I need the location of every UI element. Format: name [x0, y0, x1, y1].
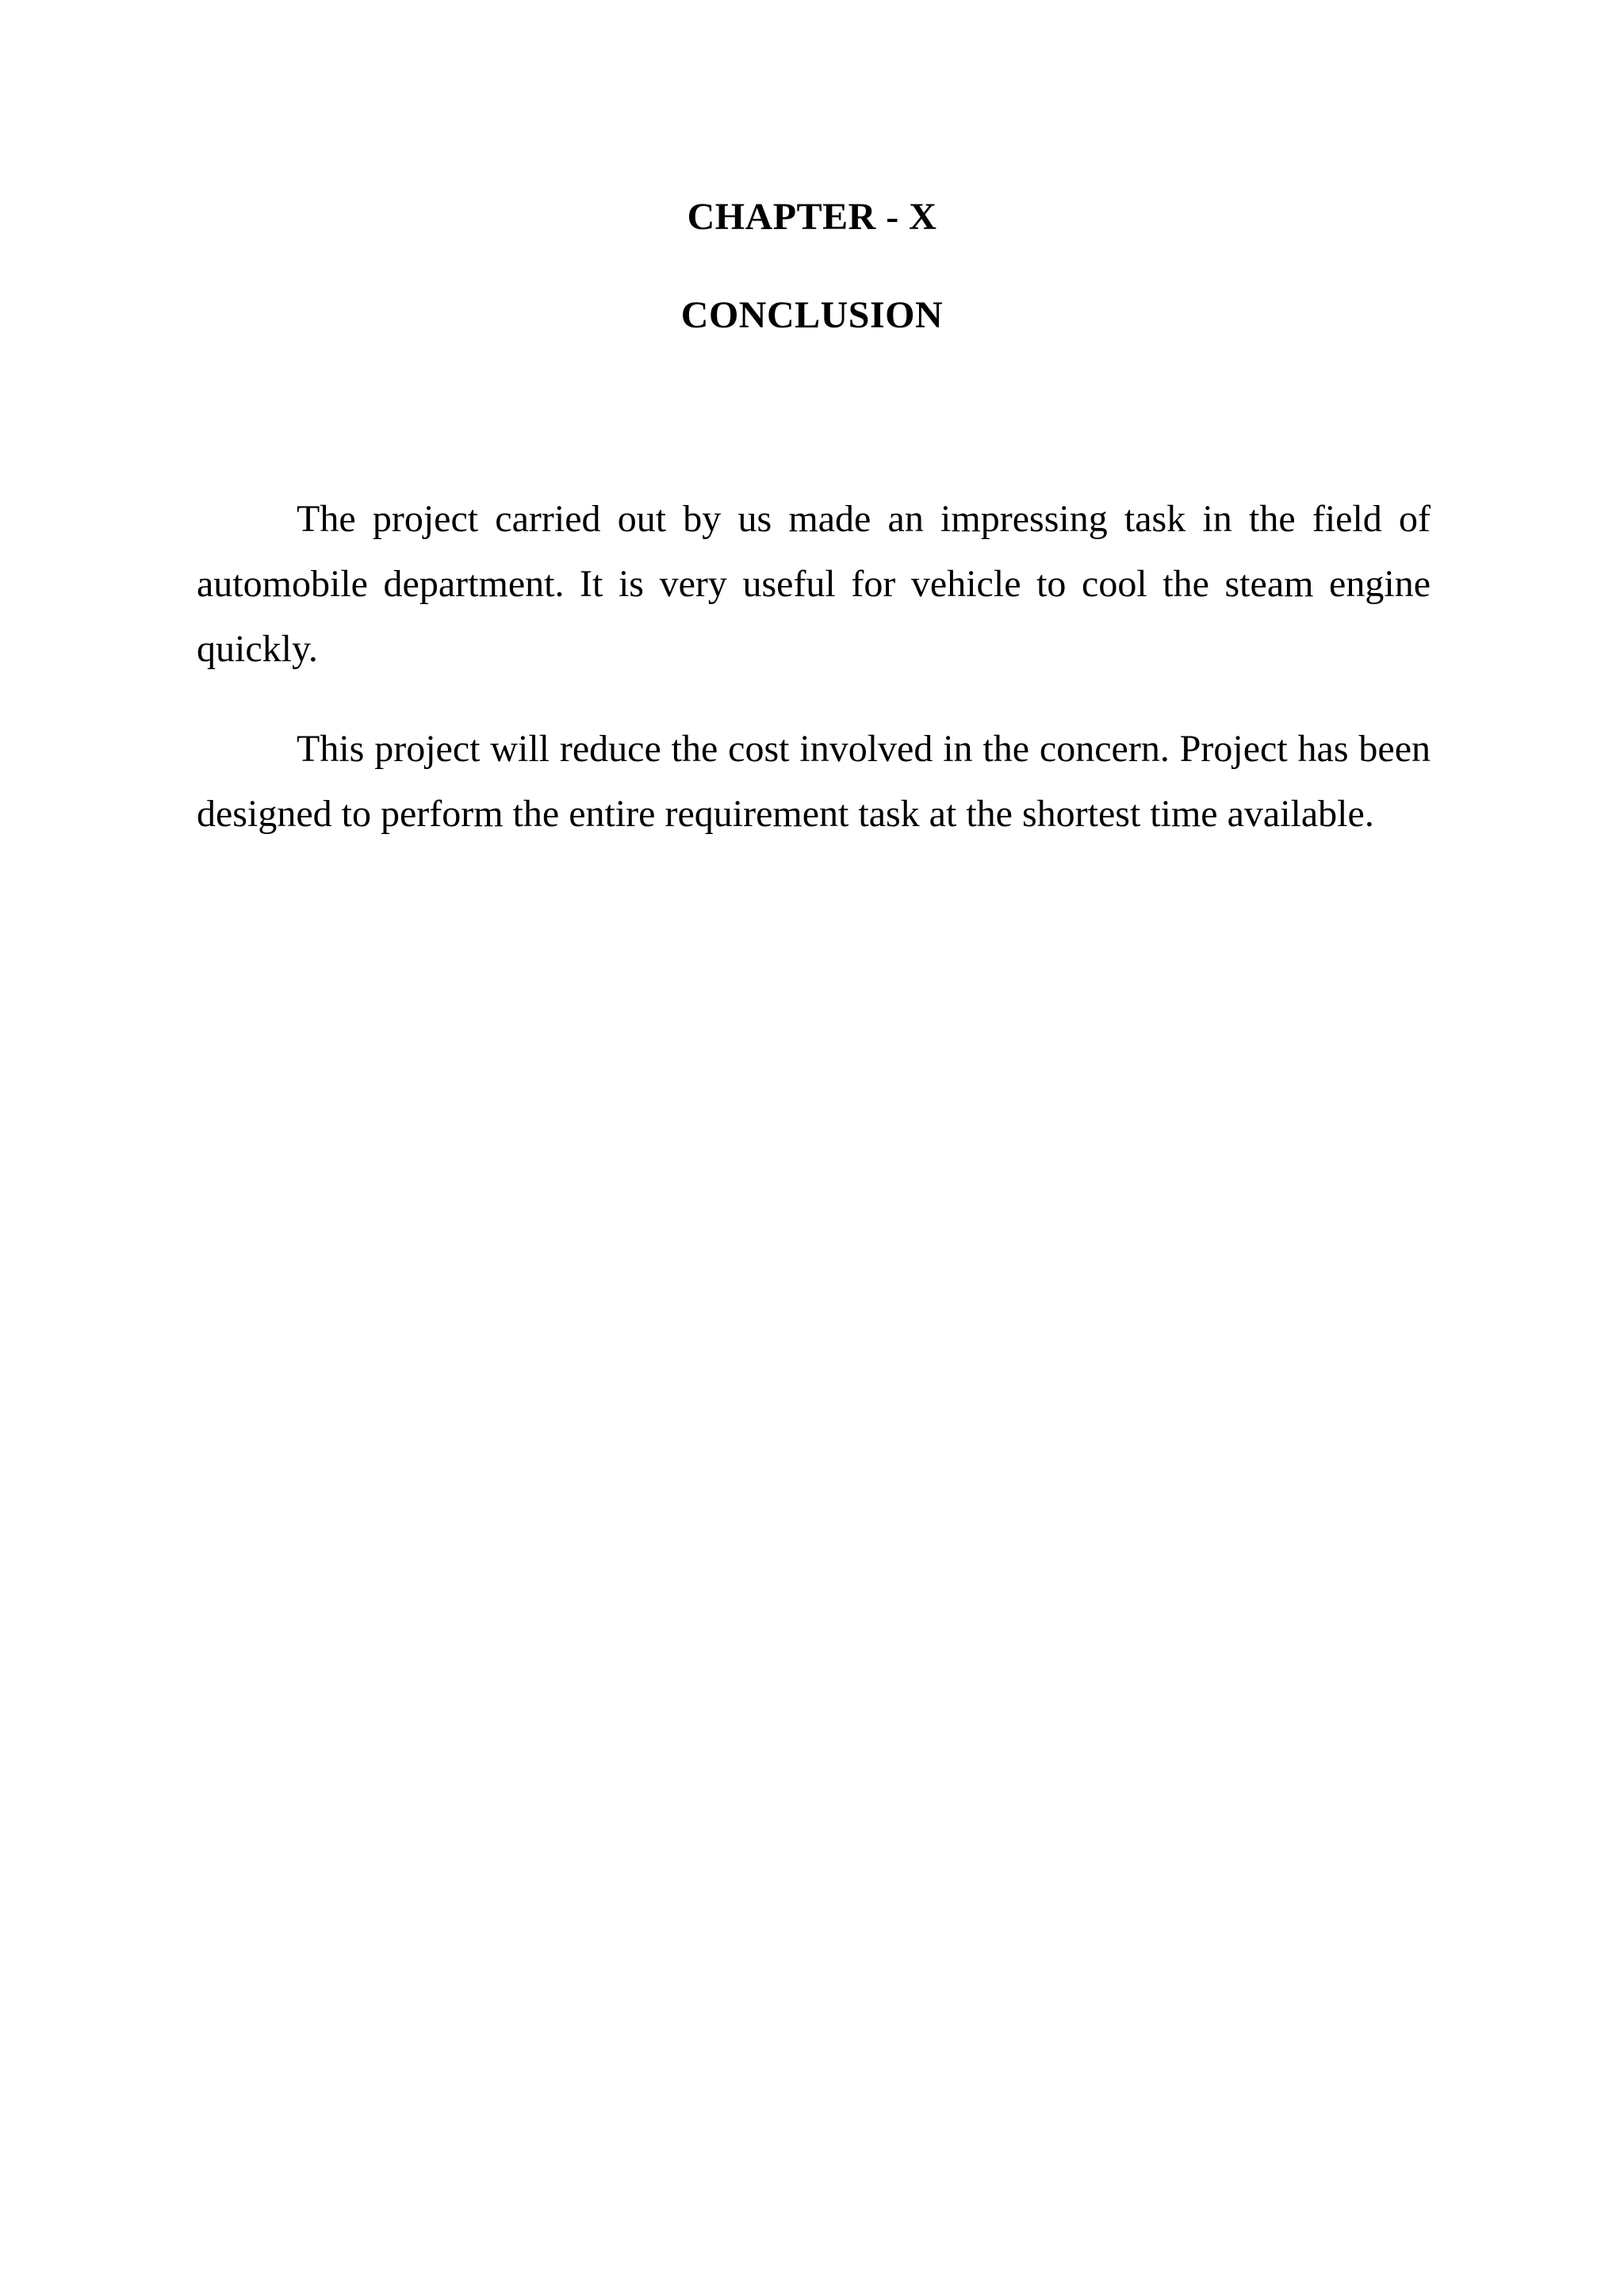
chapter-heading: CHAPTER - X — [687, 196, 937, 238]
body-paragraph: This project will reduce the cost involved in the concern. Project has been designed to perform the entire requirement task at the shortest time available. — [197, 728, 1431, 835]
body-paragraph: The project carried out by us made an impressing task in the field of automobile department. It is very useful for vehicle to cool the steam engine quickly. — [197, 498, 1431, 670]
section-heading: CONCLUSION — [680, 294, 944, 336]
